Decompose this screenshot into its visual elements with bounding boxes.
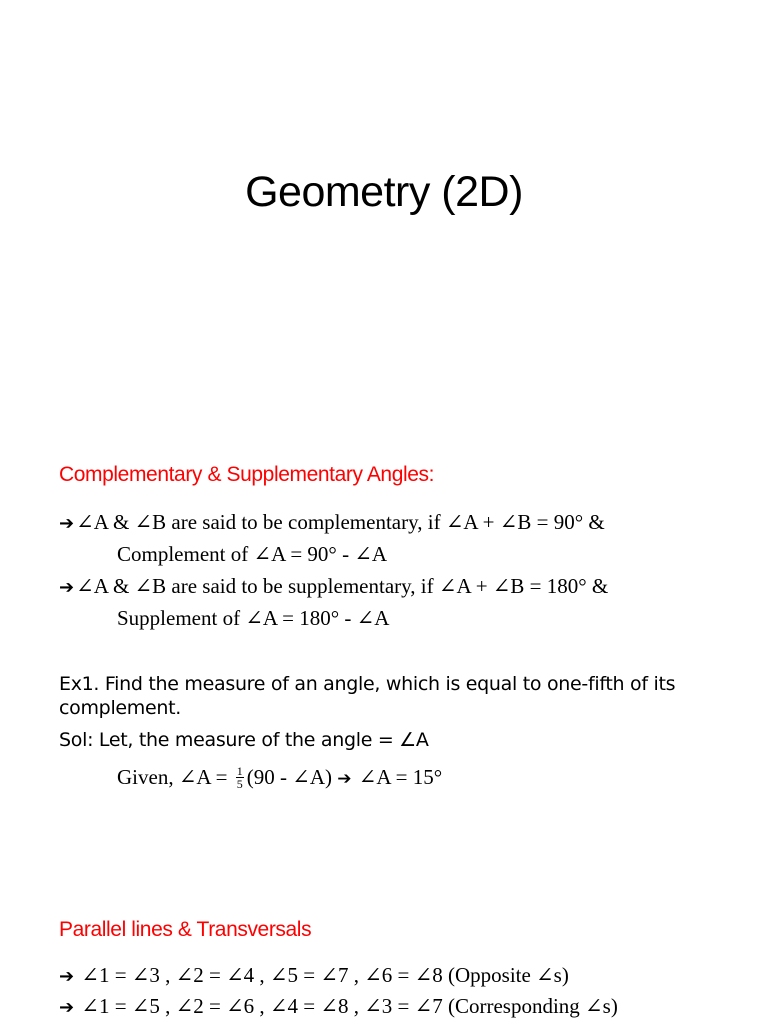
- supplement-formula: Supplement of ∠A = 180° - ∠A: [117, 606, 390, 630]
- complementary-definition: ∠A & ∠B are said to be complementary, if ∠A + ∠B = 90° &: [76, 510, 605, 534]
- page-title: Geometry (2D): [245, 168, 523, 216]
- opposite-angles-line: ∠1 = ∠3 , ∠2 = ∠4 , ∠5 = ∠7 , ∠6 = ∠8 (Opposite ∠s): [76, 963, 569, 987]
- solution-equation: [117, 763, 442, 793]
- arrow-right-icon: ➔: [59, 966, 75, 987]
- equation-suffix: (90 - ∠A): [246, 765, 338, 789]
- fraction-numerator: 1: [236, 763, 243, 778]
- complement-formula: Complement of ∠A = 90° - ∠A: [117, 542, 388, 566]
- fraction-denominator: 5: [236, 776, 243, 791]
- section-heading-complementary: Complementary & Supplementary Angles:: [59, 463, 435, 486]
- arrow-right-icon: ➔: [59, 997, 75, 1018]
- list-item: [59, 961, 569, 991]
- arrow-right-icon: ➔: [59, 577, 75, 598]
- list-item: [59, 508, 605, 538]
- equation-prefix: Given, ∠A =: [117, 765, 233, 789]
- list-item: [59, 992, 618, 1022]
- arrow-right-icon: ➔: [337, 769, 352, 789]
- equation-result: ∠A = 15°: [353, 765, 443, 789]
- list-item: [59, 572, 608, 602]
- solution-intro: Sol: Let, the measure of the angle = ∠A: [59, 729, 429, 751]
- example-question: Ex1. Find the measure of an angle, which is equal to one-fifth of its complement.: [59, 673, 676, 719]
- section-heading-parallel-lines: Parallel lines & Transversals: [59, 918, 312, 941]
- supplementary-definition: ∠A & ∠B are said to be supplementary, if ∠A + ∠B = 180° &: [76, 574, 609, 598]
- corresponding-angles-line: ∠1 = ∠5 , ∠2 = ∠6 , ∠4 = ∠8 , ∠3 = ∠7 (Corresponding ∠s): [76, 994, 618, 1018]
- fraction-one-fifth: [236, 765, 244, 790]
- arrow-right-icon: ➔: [59, 513, 75, 534]
